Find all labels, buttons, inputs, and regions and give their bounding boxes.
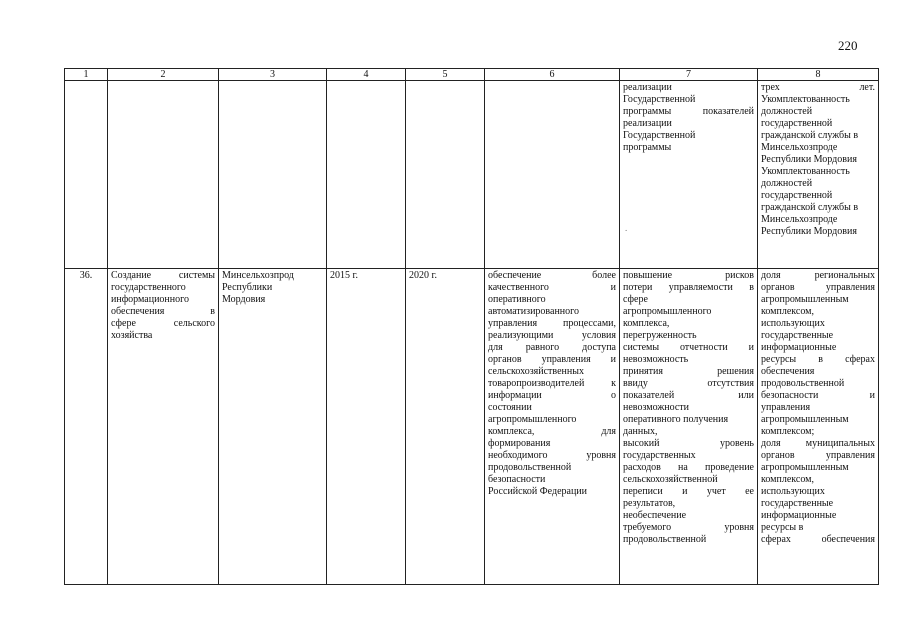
text-line: системы отчетности и bbox=[623, 342, 754, 353]
cell-expected-result bbox=[485, 269, 620, 585]
text-line: доля региональных bbox=[761, 270, 875, 281]
text-line: показателей или bbox=[623, 390, 754, 401]
text-line: трех лет. bbox=[761, 82, 875, 93]
table-row-36 bbox=[65, 269, 879, 585]
cell-empty bbox=[108, 81, 219, 269]
program-table bbox=[64, 68, 879, 585]
text-line: необеспечение bbox=[623, 510, 687, 521]
cell-empty bbox=[65, 81, 108, 269]
text-line: комплекса, bbox=[623, 318, 670, 329]
cell-measure-name bbox=[108, 269, 219, 585]
text-line: продовольственной bbox=[761, 378, 845, 389]
text-line: результатов, bbox=[623, 498, 676, 509]
text-line: необходимого уровня bbox=[488, 450, 616, 461]
text-line: перегруженность bbox=[623, 330, 697, 341]
text-line: реализующими условия bbox=[488, 330, 616, 341]
text-line: агропромышленного bbox=[623, 306, 712, 317]
text-line: гражданской службы в bbox=[761, 130, 859, 141]
text-line: товаропроизводителей к bbox=[488, 378, 616, 389]
text-line: для равного доступа bbox=[488, 342, 616, 353]
text-line: государственного bbox=[111, 282, 186, 293]
text-line: управления bbox=[761, 402, 811, 413]
text-line: органов управления и bbox=[488, 354, 616, 365]
text-line: расходов на проведение bbox=[623, 462, 754, 473]
text-line: Государственной bbox=[623, 94, 696, 105]
column-number: 4 bbox=[327, 69, 406, 81]
text-line: сфере bbox=[623, 294, 648, 305]
text-line: формирования bbox=[488, 438, 551, 449]
text-line: информационные bbox=[761, 342, 837, 353]
text-line: государственные bbox=[761, 330, 834, 341]
text-line: безопасности bbox=[488, 474, 546, 485]
text-line: использующих bbox=[761, 486, 825, 497]
text-line: государственной bbox=[761, 118, 833, 129]
page-number: 220 bbox=[838, 38, 858, 53]
column-number: 3 bbox=[219, 69, 327, 81]
text-line: программы показателей bbox=[623, 106, 754, 117]
text-line: Российской Федерации bbox=[488, 486, 588, 497]
text-line: комплекса, для bbox=[488, 426, 616, 437]
text-line: агропромышленным bbox=[761, 414, 849, 425]
text-line: доля муниципальных bbox=[761, 438, 875, 449]
cell-empty bbox=[327, 81, 406, 269]
text-line: государственных bbox=[623, 450, 696, 461]
text-line: оперативного bbox=[488, 294, 546, 305]
cell-indicators bbox=[758, 269, 879, 585]
cell-empty bbox=[485, 81, 620, 269]
text-line: хозяйства bbox=[111, 330, 153, 341]
text-line: Республики bbox=[222, 282, 273, 293]
cell-start-year: 2015 г. bbox=[327, 269, 406, 585]
text-line: информационные bbox=[761, 510, 837, 521]
text-line: агропромышленным bbox=[761, 294, 849, 305]
text-line: сельскохозяйственных bbox=[488, 366, 584, 377]
text-line: ввиду отсутствия bbox=[623, 378, 754, 389]
column-number: 2 bbox=[108, 69, 219, 81]
text-line: данных, bbox=[623, 426, 658, 437]
text-line: обеспечение более bbox=[488, 270, 616, 281]
scan-mark: . bbox=[625, 223, 628, 233]
text-line: агропромышленного bbox=[488, 414, 577, 425]
column-number: 7 bbox=[620, 69, 758, 81]
text-line: ресурсы в сферах bbox=[761, 354, 875, 365]
text-line: органов управления bbox=[761, 282, 875, 293]
cell-indicators-continued bbox=[758, 81, 879, 269]
text-line: продовольственной bbox=[488, 462, 572, 473]
text-line: комплексом; bbox=[761, 426, 815, 437]
text-line: управления процессами, bbox=[488, 318, 616, 329]
text-line: сферах обеспечения bbox=[761, 534, 875, 545]
text-line: автоматизированного bbox=[488, 306, 580, 317]
text-line: принятия решения bbox=[623, 366, 754, 377]
column-number: 6 bbox=[485, 69, 620, 81]
text-line: качественного и bbox=[488, 282, 616, 293]
text-line: переписи и учет ее bbox=[623, 486, 754, 497]
text-line: использующих bbox=[761, 318, 825, 329]
cell-risks bbox=[620, 269, 758, 585]
text-line: Республики Мордовия bbox=[761, 226, 857, 237]
column-number: 1 bbox=[65, 69, 108, 81]
column-number: 5 bbox=[406, 69, 485, 81]
text-line: состоянии bbox=[488, 402, 532, 413]
text-line: должностей bbox=[761, 178, 813, 189]
column-numbers-row bbox=[65, 69, 879, 81]
text-line: комплексом, bbox=[761, 474, 814, 485]
text-line: программы bbox=[623, 142, 672, 153]
text-line: потери управляемости в bbox=[623, 282, 754, 293]
text-line: агропромышленным bbox=[761, 462, 849, 473]
text-line: высокий уровень bbox=[623, 438, 754, 449]
text-line: обеспечения bbox=[761, 366, 815, 377]
text-line: повышение рисков bbox=[623, 270, 754, 281]
cell-end-year: 2020 г. bbox=[406, 269, 485, 585]
text-line: Минсельхозпроде bbox=[761, 142, 838, 153]
text-line: гражданской службы в bbox=[761, 202, 859, 213]
text-line: комплексом, bbox=[761, 306, 814, 317]
text-line: ресурсы в bbox=[761, 522, 804, 533]
text-line: обеспечения в bbox=[111, 306, 215, 317]
text-line: Укомплектованность bbox=[761, 166, 850, 177]
text-line: безопасности и bbox=[761, 390, 875, 401]
text-line: реализации bbox=[623, 118, 672, 129]
cell-empty bbox=[219, 81, 327, 269]
text-line: Минсельхозпроде bbox=[761, 214, 838, 225]
text-line: Республики Мордовия bbox=[761, 154, 857, 165]
text-line: Государственной bbox=[623, 130, 696, 141]
text-line: информационного bbox=[111, 294, 189, 305]
cell-risks-continued bbox=[620, 81, 758, 269]
text-line: Создание системы bbox=[111, 270, 215, 281]
text-line: сфере сельского bbox=[111, 318, 215, 329]
table-row-continued bbox=[65, 81, 879, 269]
cell-responsible bbox=[219, 269, 327, 585]
text-line: продовольственной bbox=[623, 534, 707, 545]
text-line: невозможности bbox=[623, 402, 690, 413]
text-line: Мордовия bbox=[222, 294, 266, 305]
text-line: Минсельхозпрод bbox=[222, 270, 294, 281]
cell-empty bbox=[406, 81, 485, 269]
text-line: Укомплектованность bbox=[761, 94, 850, 105]
text-line: государственные bbox=[761, 498, 834, 509]
text-line: невозможность bbox=[623, 354, 689, 365]
text-line: сельскохозяйственной bbox=[623, 474, 718, 485]
row-number: 36. bbox=[65, 269, 108, 585]
text-line: информации о bbox=[488, 390, 616, 401]
text-line: государственной bbox=[761, 190, 833, 201]
text-line: должностей bbox=[761, 106, 813, 117]
text-line: требуемого уровня bbox=[623, 522, 754, 533]
text-line: реализации bbox=[623, 82, 672, 93]
column-number: 8 bbox=[758, 69, 879, 81]
text-line: оперативного получения bbox=[623, 414, 729, 425]
text-line: органов управления bbox=[761, 450, 875, 461]
